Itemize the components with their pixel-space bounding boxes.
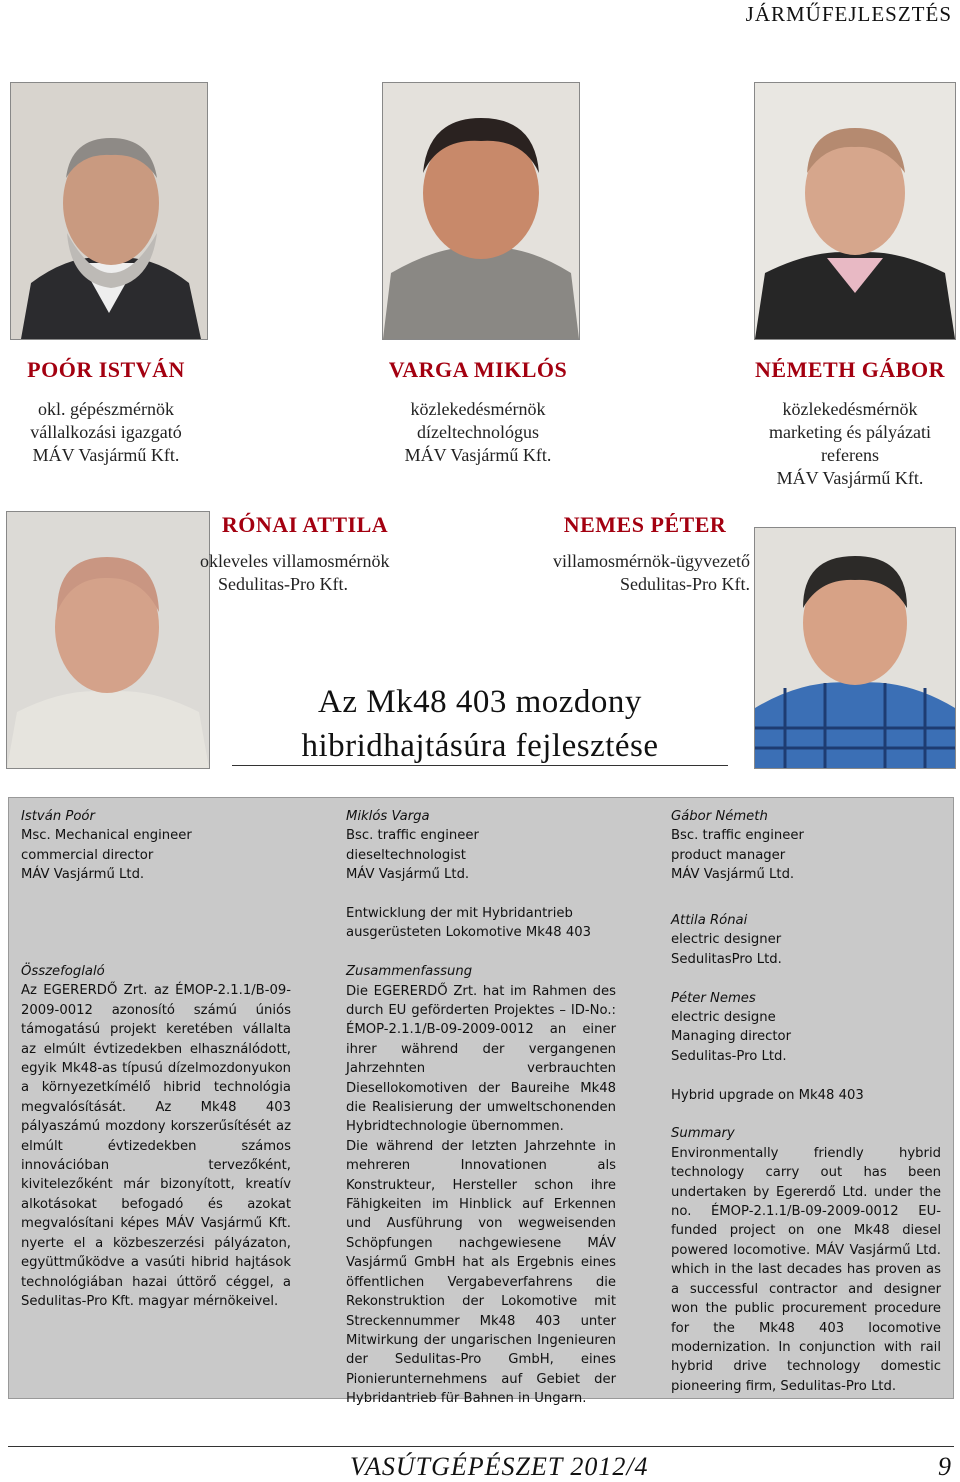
author-name: Gábor Németh	[671, 809, 768, 824]
summary-body: Az EGERERDŐ Zrt. az ÉMOP-2.1.1/B-09-2009-0012 azonosító számú úniós támogatású projekt keretében vállalta az elmúlt évtizedekben elhasználódott, egyik Mk48-as típusú dízelmozdonyukon a környezetkímélő hibrid technológia megvalósítását. Az Mk48 403 pályaszámú mozdony korszerűsítését az elmúlt évtizedekben számos innovációban tervezőként, kivitelezőként már bizonyított, kreatív alkotásokat befogadó és azokat megvalósítani képes MÁV Vasjármű Kft. nyerte el a közbeszerzési pályázaton, együttműködve a vasúti hibrid hajtások technológiában hazai úttörő céggel, a Sedulitas-Pro Kft. magyar mérnökeivel.	[21, 983, 291, 1309]
person-name: VARGA MIKLÓS	[388, 357, 568, 382]
author-line: SedulitasPro Ltd.	[671, 951, 782, 967]
role-line: referens	[821, 445, 879, 465]
summary-heading: Összefoglaló	[21, 964, 105, 979]
author-line: Managing director	[671, 1029, 792, 1045]
portrait-varga-miklos	[382, 82, 580, 340]
role-line: MÁV Vasjármű Kft.	[32, 445, 180, 465]
summary-body: Die EGERERDŐ Zrt. hat im Rahmen des durch EU geförderten Projektes – ID-No.: ÉMOP-2.1.1/B-09-2009-0012 an einer ihrer während der vergangenen Jahrzehnten verbrauchten Diesellokomotiven der Baureihe Mk48 die Realisierung der umweltschonenden Hybridtechnologie übernommen.	[346, 983, 616, 1135]
footer-rule	[8, 1446, 954, 1447]
author-line: Sedulitas-Pro Ltd.	[671, 1048, 787, 1064]
german-title: Entwicklung der mit Hybridantrieb ausgerüsteten Lokomotive Mk48 403	[346, 906, 591, 941]
english-title: Hybrid upgrade on Mk48 403	[671, 1087, 864, 1103]
role-line: MÁV Vasjármű Kft.	[404, 445, 552, 465]
person-roles	[740, 398, 960, 490]
author-name: Attila Rónai	[671, 913, 748, 929]
role-line: villamosmérnök-ügyvezető	[553, 551, 750, 571]
author-line: electric designer	[671, 932, 782, 948]
author-line: dieseltechnologist	[346, 847, 466, 863]
author-name: Miklós Varga	[346, 809, 430, 824]
role-line: Sedulitas-Pro Kft.	[620, 574, 750, 594]
column-english	[671, 807, 941, 1396]
title-underline	[232, 765, 728, 766]
summary-heading: Summary	[671, 1126, 735, 1142]
role-line: MÁV Vasjármű Kft.	[776, 468, 924, 488]
page-number: 9	[938, 1452, 952, 1481]
title-line: hibridhajtásúra fejlesztése	[301, 728, 659, 764]
role-line: közlekedésmérnök	[782, 399, 918, 419]
person-roles	[360, 398, 596, 467]
author-line: MÁV Vasjármű Ltd.	[671, 867, 795, 883]
portrait-nemeth-gabor	[754, 82, 956, 340]
author-line: electric designe	[671, 1010, 776, 1026]
role-line: okleveles villamosmérnök	[200, 551, 390, 571]
role-line: közlekedésmérnök	[410, 399, 546, 419]
author-line: Bsc. traffic engineer	[671, 828, 804, 844]
person-roles	[0, 398, 212, 467]
author-name: István Poór	[21, 809, 95, 824]
summary-heading: Zusammenfassung	[346, 964, 473, 980]
article-title	[230, 680, 730, 768]
role-line: marketing és pályázati	[769, 422, 931, 442]
summary-body: Die während der letzten Jahrzehnte in mehreren Innovationen als Konstrukteur, Hersteller schon ihre Fähigkeiten im Hinblick auf Erkennen und Ausführung von wegweisenden Schöpfungen nachgewiesene MÁV Vasjármű GmbH hat als Ergebnis eines öffentlichen Vergabeverfahrens die Rekonstruktion der Lokomotive mit Streckennummer Mk48 403 unter Mitwirkung der ungarischen Ingenieuren der Sedulitas-Pro GmbH, eines Pionierunternehmens auf Gebiet der Hybridantrieb für Bahnen in Ungarn.	[346, 1138, 616, 1407]
column-german	[346, 807, 616, 885]
portrait-poor-istvan	[10, 82, 208, 340]
author-line: MÁV Vasjármű Ltd.	[21, 867, 145, 883]
section-header: JÁRMŰFEJLESZTÉS	[745, 2, 952, 26]
author-line: MÁV Vasjármű Ltd.	[346, 867, 470, 883]
summary-body: Environmentally friendly hybrid technology carry out has been undertaken by Egererdő Ltd. under the no. ÉMOP-2.1.1/B-09-2009-0012 EU-funded project on one Mk48 diesel powered locomotive. MÁV Vasjármű Ltd. which in the last decades has proven as a successful contractor and designer won the public procurement procedure for the Mk48 403 locomotive modernization. In conjunction with rail hybrid drive technology domestic pioneering firm, Sedulitas-Pro Ltd.	[671, 1145, 941, 1394]
author-line: Msc. Mechanical engineer	[21, 828, 192, 844]
person-name: RÓNAI ATTILA	[221, 512, 389, 537]
person-roles	[510, 550, 750, 596]
title-line: Az Mk48 403 mozdony	[318, 684, 642, 720]
person-name: NEMES PÉTER	[563, 512, 727, 537]
author-name: Péter Nemes	[671, 990, 756, 1006]
person-name: POÓR ISTVÁN	[27, 357, 185, 382]
person-roles	[200, 550, 450, 596]
column-german-summary	[346, 904, 616, 1409]
person-name: NÉMETH GÁBOR	[755, 357, 945, 382]
role-line: vállalkozási igazgató	[30, 422, 182, 442]
role-line: Sedulitas-Pro Kft.	[218, 574, 348, 594]
journal-name: VASÚTGÉPÉSZET 2012/4	[350, 1452, 649, 1481]
portrait-nemes-peter	[754, 527, 956, 769]
column-hungarian-summary	[21, 962, 291, 1311]
author-line: Bsc. traffic engineer	[346, 828, 479, 844]
author-line: commercial director	[21, 847, 154, 863]
role-line: dízeltechnológus	[417, 422, 539, 442]
portrait-ronai-attila	[6, 511, 210, 769]
column-hungarian	[21, 807, 291, 885]
author-line: product manager	[671, 847, 786, 863]
role-line: okl. gépészmérnök	[38, 399, 174, 419]
